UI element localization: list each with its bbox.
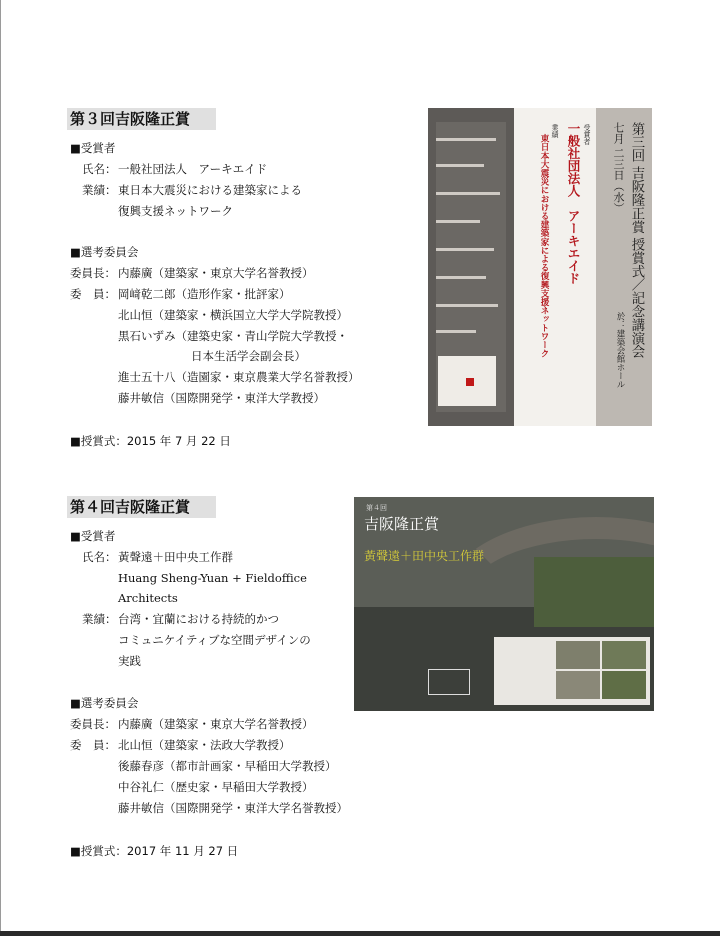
award3-member-continued: 日本生活学会副会長）: [191, 349, 306, 363]
poster-work-text: 東日本大震災における建築家による復興支援ネットワーク: [539, 134, 549, 358]
award4-member: 後藤春彦（都市計画家・早稲田大学教授）: [118, 759, 337, 773]
award3-committee-header: ■選考委員会: [70, 245, 139, 259]
poster-middle-panel: [514, 108, 596, 426]
poster-right-panel: [596, 108, 652, 426]
award3-chair: 内藤廣（建築家・東京大学名誉教授）: [118, 266, 314, 280]
award3-member: 藤井敏信（国際開発学・東洋大学教授）: [118, 391, 325, 405]
award3-poster-image: [428, 108, 652, 426]
poster-text-line: [436, 330, 476, 333]
poster-text-line: [436, 220, 480, 223]
page-bottom-border: [0, 931, 720, 936]
award4-title: [67, 496, 216, 518]
award3-title-text: 第３回吉阪隆正賞: [67, 108, 216, 130]
poster-photo: [602, 671, 646, 699]
poster-award-number: 第４回: [366, 504, 387, 512]
award3-work-line2: 復興支援ネットワーク: [118, 204, 233, 218]
award3-members-label: 委 員：: [70, 287, 116, 301]
award3-name: 一般社団法人 アーキエイド: [118, 162, 268, 176]
award3-title: [67, 108, 216, 130]
page-left-border: [0, 0, 1, 936]
poster-photo: [602, 641, 646, 669]
award4-work-line3: 実践: [118, 654, 141, 668]
award3-work-label: 業績：: [82, 183, 117, 197]
award4-ceremony-date: ■授賞式：2017 年 11 月 27 日: [70, 844, 239, 858]
poster-recipient-caption: 受賞者: [583, 124, 591, 145]
award4-name-line3: Architects: [118, 591, 178, 605]
award4-work-line2: コミュニケイティブな空間デザインの: [118, 633, 311, 647]
poster-photo: [556, 671, 600, 699]
award4-member: 北山恒（建築家・法政大学教授）: [118, 738, 291, 752]
poster-work-caption: 業績: [551, 124, 559, 138]
award4-chair: 内藤廣（建築家・東京大学名誉教授）: [118, 717, 314, 731]
award4-name-line2: Huang Sheng-Yuan + Fieldoffice: [118, 571, 307, 585]
award4-members-label: 委 員：: [70, 738, 116, 752]
award4-name-line1: 黃聲遠＋田中央工作群: [118, 550, 233, 564]
award4-work-line1: 台湾・宜蘭における持続的かつ: [118, 612, 279, 626]
award4-name-label: 氏名：: [82, 550, 117, 564]
poster-photo-panel: [494, 637, 650, 705]
award4-recipient-header: ■受賞者: [70, 529, 116, 543]
award3-member: 北山恒（建築家・横浜国立大学大学院教授）: [118, 308, 348, 322]
award3-name-label: 氏名：: [82, 162, 117, 176]
poster-recipient-name: 一般社団法人 アーキエイド: [566, 122, 581, 285]
award4-member: 中谷礼仁（歴史家・早稲田大学教授）: [118, 780, 314, 794]
poster-floor-plan: [428, 669, 470, 695]
poster-recipient-name: 黃聲遠＋田中央工作群: [364, 549, 485, 563]
poster-text-line: [436, 304, 498, 307]
award3-recipient-header: ■受賞者: [70, 141, 116, 155]
award3-work-line1: 東日本大震災における建築家による: [118, 183, 302, 197]
poster-text-line: [436, 248, 494, 251]
poster-award-title: 吉阪隆正賞: [364, 515, 440, 533]
poster-map-marker: [466, 378, 474, 386]
award3-ceremony-date: ■授賞式：2015 年 7 月 22 日: [70, 434, 231, 448]
award3-member: 進士五十八（造園家・東京農業大学名誉教授）: [118, 370, 360, 384]
poster-event-title: 第三回 吉阪隆正賞 授賞式／記念講演会: [629, 122, 644, 359]
award3-member: 黒石いずみ（建築史家・青山学院大学教授・: [118, 329, 348, 343]
poster-photo: [556, 641, 600, 669]
poster-map: [438, 356, 496, 406]
poster-event-venue: 於：建築会館ホール: [615, 312, 625, 389]
award3-chair-label: 委員長：: [70, 266, 116, 280]
poster-left-panel: [428, 108, 514, 426]
award4-title-text: 第４回吉阪隆正賞: [67, 496, 216, 518]
poster-event-date: 七月 二三日（水）: [612, 122, 625, 214]
poster-text-line: [436, 276, 486, 279]
award4-member: 藤井敏信（国際開発学・東洋大学名誉教授）: [118, 801, 348, 815]
award3-member: 岡﨑乾二郎（造形作家・批評家）: [118, 287, 291, 301]
poster-text-line: [436, 164, 484, 167]
award4-chair-label: 委員長：: [70, 717, 116, 731]
award4-work-label: 業績：: [82, 612, 117, 626]
poster-text-line: [436, 192, 500, 195]
award4-poster-image: [354, 497, 654, 711]
poster-text-line: [436, 138, 496, 141]
award4-committee-header: ■選考委員会: [70, 696, 139, 710]
